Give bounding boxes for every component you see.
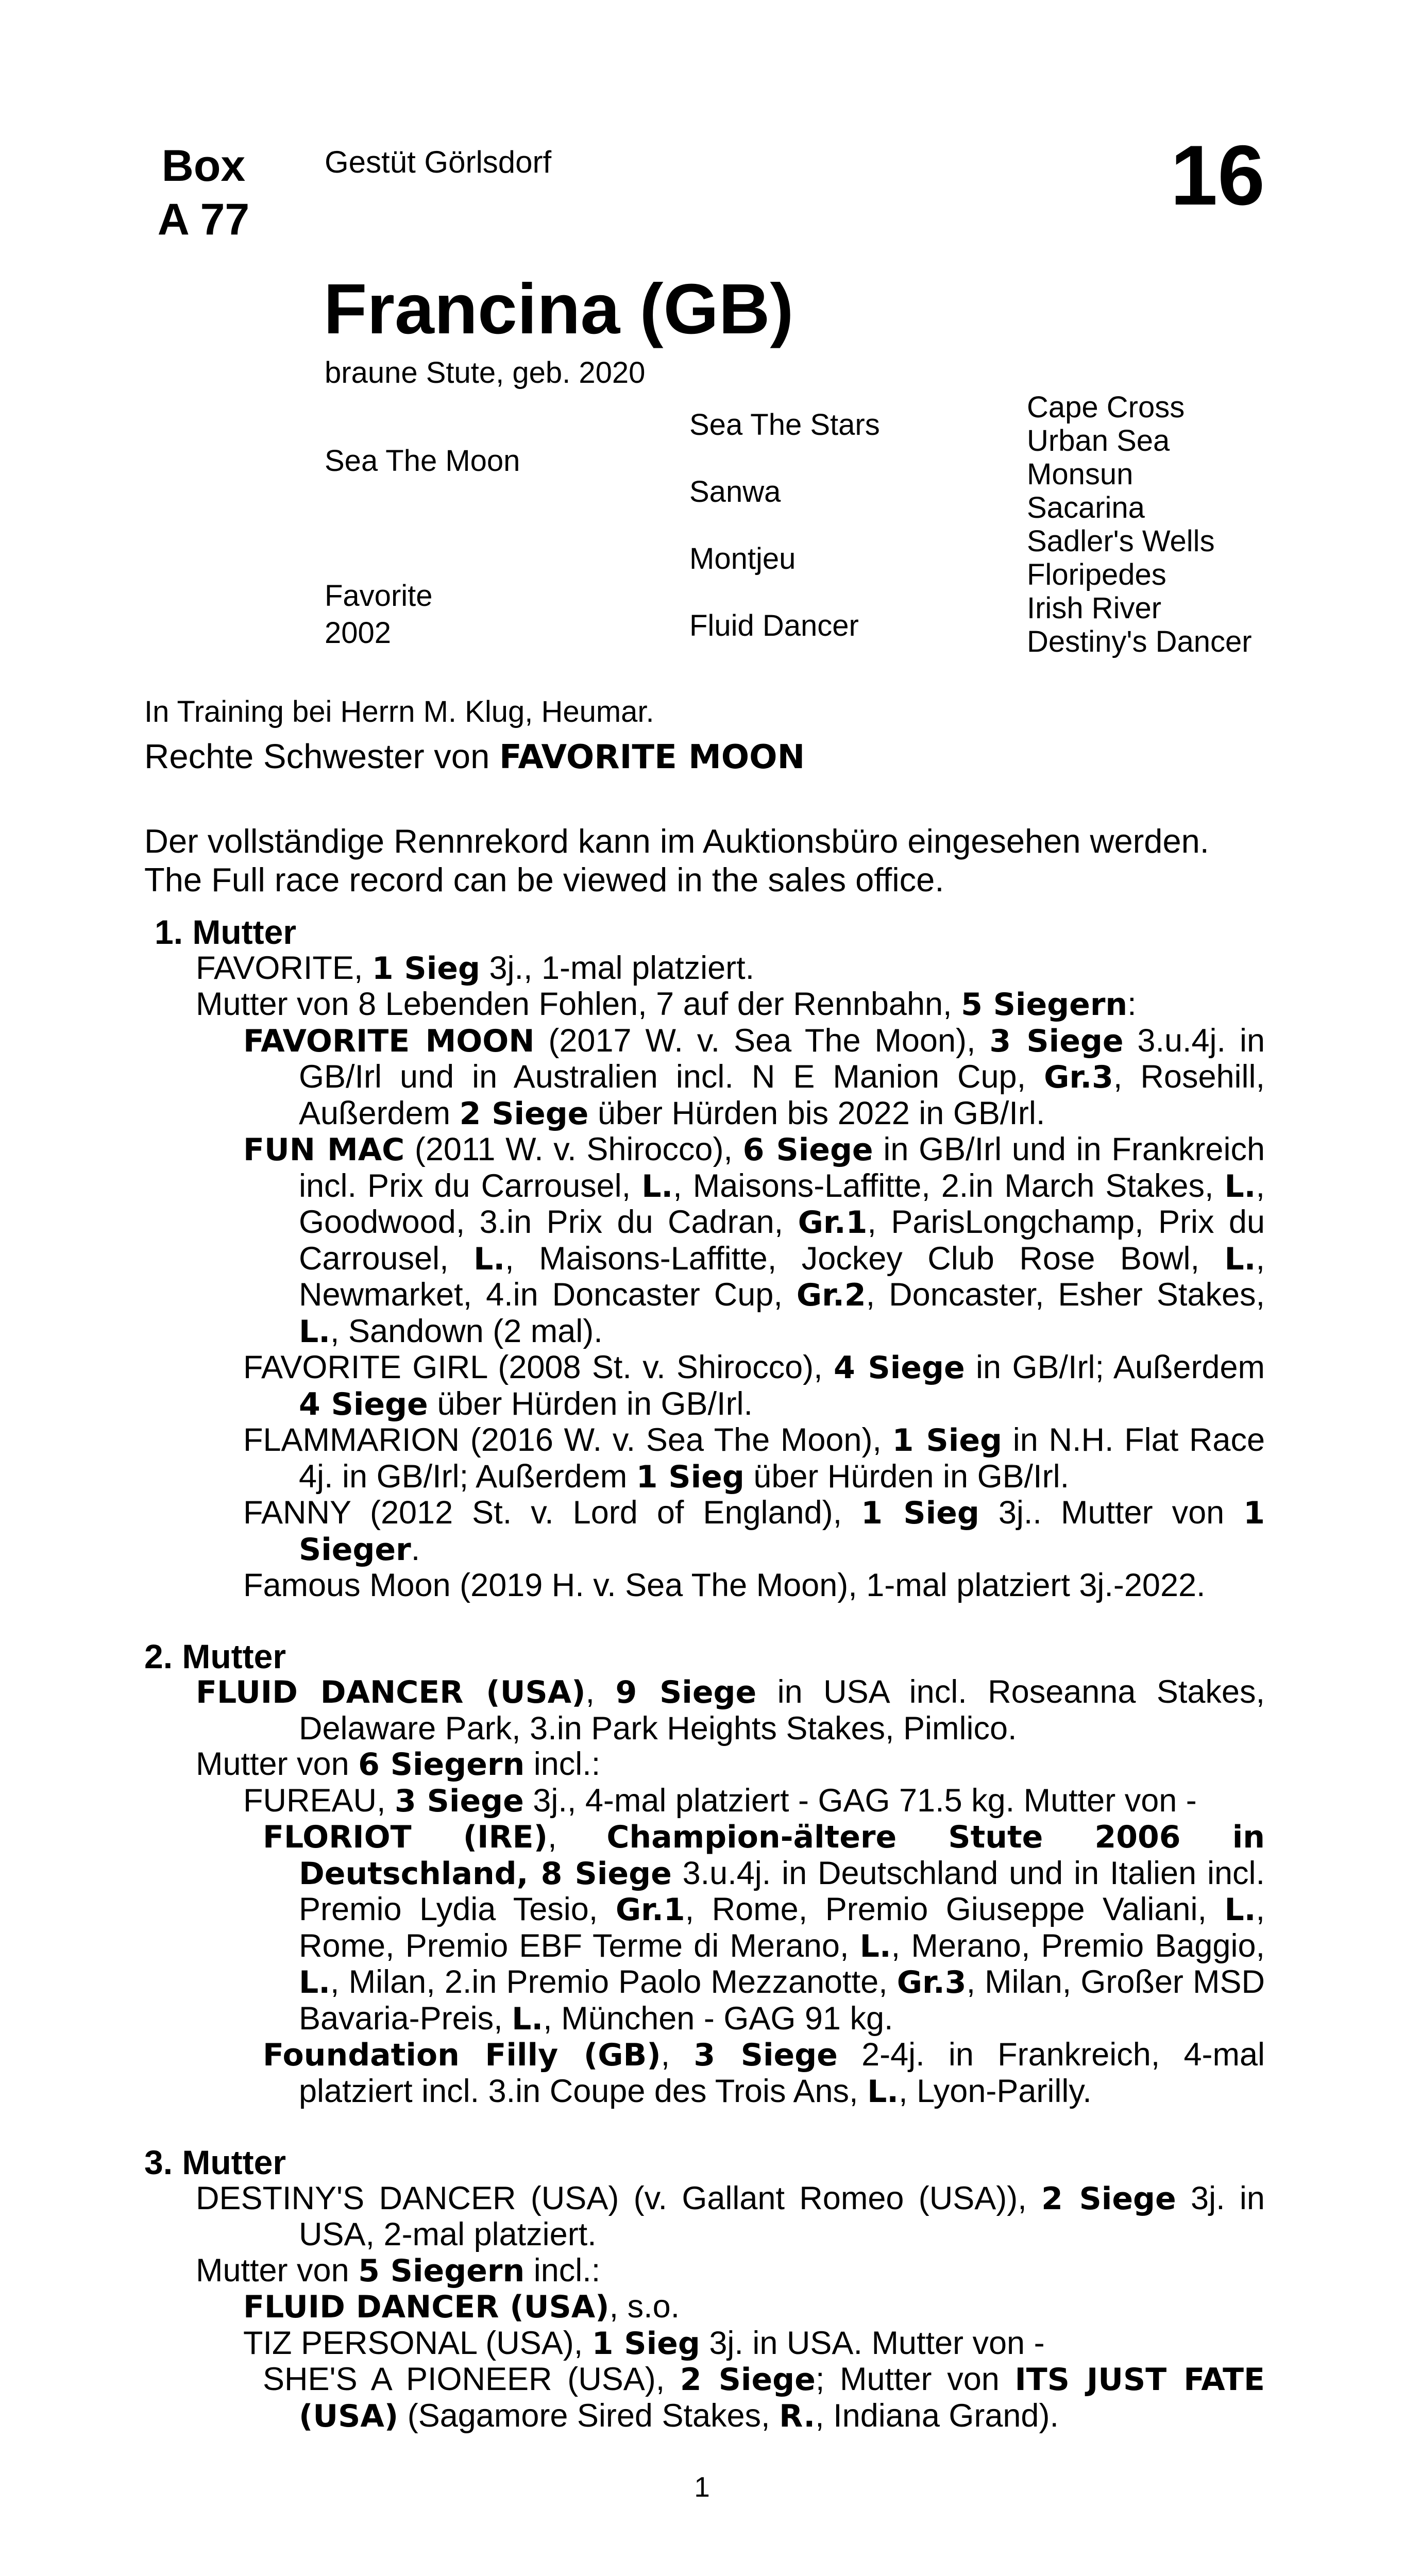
stud-name: Gestüt Görlsdorf <box>325 145 552 179</box>
horse-name: Francina (GB) <box>324 269 794 349</box>
bold-highlight: 1 Sieg <box>371 950 480 987</box>
text-run: in GB/Irl und in Frankreich incl. Prix du Carrousel, <box>299 1131 1265 1204</box>
text-run: , <box>585 1674 616 1710</box>
text-run: incl.: <box>525 2252 601 2289</box>
race-record-german: Der vollständige Rennrekord kann im Auktionsbüro eingesehen werden. <box>144 822 1209 860</box>
pedigree-ancestor: Floripedes <box>1027 558 1166 591</box>
text-run: Mutter von <box>196 2252 359 2289</box>
progeny-entry <box>144 1568 1265 1604</box>
text-run: 3.u.4j. in GB/Irl und in Australien incl. N E Manion Cup, <box>299 1022 1265 1095</box>
bold-highlight: FLORIOT (IRE) <box>263 1819 548 1855</box>
text-run: über Hürden in GB/Irl. <box>744 1458 1070 1495</box>
text-run: in N.H. Flat Race 4j. in GB/Irl; Außerdem <box>299 1422 1265 1495</box>
box-number: A 77 <box>157 195 250 244</box>
bold-highlight: 2 Siege <box>680 2362 816 2398</box>
bold-highlight: L. <box>859 1928 891 1964</box>
text-run: 3j., 4-mal platziert - GAG 71.5 kg. Mutter von - <box>523 1782 1197 1819</box>
text-run: 3j. in USA. Mutter von - <box>700 2325 1045 2361</box>
text-run: 3.u.4j. in Deutschland und in Italien incl. Premio Lydia Tesio, <box>299 1855 1265 1927</box>
lot-number: 16 <box>1170 128 1265 223</box>
bold-highlight: 4 Siege <box>834 1350 965 1386</box>
text-run: , s.o. <box>609 2289 680 2325</box>
text-run: , München - GAG 91 kg. <box>543 2000 893 2037</box>
training-note: In Training bei Herrn M. Klug, Heumar. <box>144 695 654 728</box>
text-run: , Milan, 2.in Premio Paolo Mezzanotte, <box>330 1964 897 2000</box>
progeny-entry <box>144 2326 1265 2362</box>
bold-highlight: L. <box>867 2073 899 2110</box>
bold-highlight: Foundation Filly (GB) <box>263 2037 661 2073</box>
text-run: FANNY (2012 St. v. Lord of England), <box>243 1495 861 1531</box>
text-run: (2017 W. v. Sea The Moon), <box>534 1022 990 1059</box>
bold-highlight: 4 Siege <box>299 1386 428 1422</box>
text-run: FAVORITE GIRL (2008 St. v. Shirocco), <box>243 1349 834 1385</box>
bold-highlight: 5 Siegern <box>961 987 1128 1023</box>
text-run: in USA incl. Roseanna Stakes, Delaware Park, 3.in Park Heights Stakes, Pimlico. <box>299 1674 1265 1747</box>
bold-highlight: 6 Siegern <box>358 1747 525 1783</box>
bold-highlight: Gr.2 <box>796 1277 866 1313</box>
text-run: , Maisons-Laffitte, Jockey Club Rose Bowl, <box>505 1240 1225 1277</box>
progeny-entry <box>144 1023 1265 1132</box>
text-run: , <box>548 1819 607 1855</box>
box-title: Box <box>161 141 246 191</box>
bold-highlight: FLUID DANCER (USA) <box>196 1674 586 1710</box>
pedigree-dam-sire: Montjeu <box>689 542 796 575</box>
text-run: über Hürden in GB/Irl. <box>428 1385 753 1422</box>
pedigree-sire: Sea The Moon <box>325 444 520 478</box>
dam-entry <box>144 951 1265 987</box>
progeny-entry <box>144 1350 1265 1422</box>
bold-highlight: 6 Siege <box>742 1132 873 1168</box>
progeny-entry <box>144 2289 1265 2326</box>
section-heading: 3. Mutter <box>144 2143 286 2181</box>
pedigree-ancestor: Irish River <box>1027 591 1162 625</box>
text-run: 3j., 1-mal platziert. <box>480 950 755 986</box>
bold-highlight: L. <box>299 1964 331 2001</box>
race-record-note <box>144 822 1209 899</box>
text-run: 3j. in USA, 2-mal platziert. <box>299 2180 1265 2252</box>
pedigree-sire-dam: Sanwa <box>689 475 781 509</box>
bold-highlight: L. <box>1224 1892 1256 1928</box>
family-section <box>144 914 1265 2434</box>
text-run: 3j.. Mutter von <box>979 1495 1244 1531</box>
text-run: über Hürden bis 2022 in GB/Irl. <box>588 1095 1045 1131</box>
pedigree-ancestor: Urban Sea <box>1027 424 1170 457</box>
text-run: 2-4j. in Frankreich, 4-mal platziert incl. 3.in Coupe des Trois Ans, <box>299 2037 1265 2109</box>
text-run: DESTINY'S DANCER (USA) (v. Gallant Romeo (USA)), <box>196 2180 1042 2216</box>
bold-highlight: FAVORITE MOON <box>243 1023 535 1059</box>
text-run: , Rosehill, Außerdem <box>299 1059 1265 1131</box>
dam-entry <box>144 2253 1265 2290</box>
horse-description: braune Stute, geb. 2020 <box>325 356 646 389</box>
bold-highlight: 1 Sieg <box>892 1422 1002 1459</box>
dam-entry <box>144 1674 1265 1747</box>
text-run: , ParisLongchamp, Prix du Carrousel, <box>299 1204 1265 1277</box>
pedigree-ancestor: Cape Cross <box>1027 391 1185 424</box>
page-number: 1 <box>694 2471 710 2503</box>
pedigree-sire-sire: Sea The Stars <box>689 408 880 442</box>
text-run: , Rome, Premio Giuseppe Valiani, <box>685 1891 1225 1927</box>
bold-highlight: R. <box>779 2398 816 2434</box>
bold-highlight: FUN MAC <box>243 1132 405 1168</box>
bold-highlight: 3 Siege <box>989 1023 1124 1059</box>
text-run: : <box>1127 986 1137 1022</box>
text-run: (Sagamore Sired Stakes, <box>398 2397 780 2434</box>
dam-entry <box>144 987 1265 1023</box>
text-run: ; Mutter von <box>815 2361 1015 2397</box>
text-run: , Maisons-Laffitte, 2.in March Stakes, <box>673 1167 1225 1204</box>
bold-highlight: L. <box>512 2001 544 2037</box>
progeny-entry <box>144 1495 1265 1568</box>
pedigree-third-generation <box>1027 391 1252 658</box>
section-heading: 2. Mutter <box>144 1637 286 1675</box>
box-label <box>144 139 263 246</box>
bold-highlight: 1 Sieg <box>861 1495 979 1531</box>
sister-prefix: Rechte Schwester von <box>144 737 499 776</box>
text-run: , Newmarket, 4.in Doncaster Cup, <box>299 1240 1265 1313</box>
text-run: , Rome, Premio EBF Terme di Merano, <box>299 1891 1265 1964</box>
text-run: in GB/Irl; Außerdem <box>965 1349 1265 1385</box>
section-heading: 1. Mutter <box>155 913 297 951</box>
sister-name: FAVORITE MOON <box>499 738 805 776</box>
bold-highlight: Gr.1 <box>798 1205 868 1241</box>
race-record-english: The Full race record can be viewed in the sales office. <box>144 861 944 899</box>
bold-highlight: L. <box>641 1168 673 1205</box>
text-run: , Merano, Premio Baggio, <box>891 1927 1265 1964</box>
pedigree-ancestor: Monsun <box>1027 457 1134 491</box>
text-run: , Doncaster, Esher Stakes, <box>866 1277 1265 1313</box>
bold-highlight: Gr.3 <box>896 1964 967 2001</box>
bold-highlight: L. <box>1224 1168 1256 1205</box>
bold-highlight: 5 Siegern <box>358 2252 525 2289</box>
text-run: (2011 W. v. Shirocco), <box>404 1131 743 1167</box>
dam-entry <box>144 1747 1265 1783</box>
text-run: Mutter von 8 Lebenden Fohlen, 7 auf der Rennbahn, <box>196 986 961 1022</box>
bold-highlight: 1 Sieg <box>591 2325 700 2362</box>
pedigree-dam: Favorite <box>325 579 433 613</box>
bold-highlight: 2 Siege <box>1041 2180 1176 2217</box>
bold-highlight: 1 Sieg <box>636 1459 745 1495</box>
text-run: , Sandown (2 mal). <box>330 1313 603 1349</box>
bold-highlight: Gr.3 <box>1044 1059 1113 1095</box>
text-run: TIZ PERSONAL (USA), <box>243 2325 592 2361</box>
pedigree-ancestor: Destiny's Dancer <box>1027 625 1252 658</box>
progeny-entry <box>144 1783 1265 1820</box>
sister-note <box>144 737 805 776</box>
text-run: Mutter von <box>196 1746 359 1782</box>
progeny-entry <box>144 1422 1265 1495</box>
bold-highlight: L. <box>299 1313 331 1350</box>
grand-progeny-entry <box>144 2362 1265 2434</box>
pedigree-ancestor: Sadler's Wells <box>1027 524 1215 558</box>
bold-highlight: L. <box>473 1241 505 1277</box>
text-run: , Milan, Großer MSD Bavaria-Preis, <box>299 1964 1265 2037</box>
bold-highlight: L. <box>1224 1241 1256 1277</box>
text-run: , Indiana Grand). <box>815 2397 1059 2434</box>
bold-highlight: 9 Siege <box>615 1674 757 1710</box>
bold-highlight: 2 Siege <box>459 1095 589 1132</box>
pedigree-dam-year: 2002 <box>325 616 392 650</box>
dam-entry <box>144 2181 1265 2253</box>
text-run: Famous Moon (2019 H. v. Sea The Moon), 1-mal platziert 3j.-2022. <box>243 1567 1206 1603</box>
text-run: , Goodwood, 3.in Prix du Cadran, <box>299 1167 1265 1240</box>
text-run: FAVORITE, <box>196 950 372 986</box>
grand-progeny-entry <box>144 2037 1265 2110</box>
bold-highlight: FLUID DANCER (USA) <box>243 2289 610 2325</box>
text-run: incl.: <box>525 1746 601 1782</box>
text-run: FLAMMARION (2016 W. v. Sea The Moon), <box>243 1422 892 1458</box>
bold-highlight: Gr.1 <box>615 1892 685 1928</box>
text-run: SHE'S A PIONEER (USA), <box>263 2361 680 2397</box>
text-run: FUREAU, <box>243 1782 395 1819</box>
pedigree-dam-dam: Fluid Dancer <box>689 609 859 642</box>
text-run: , <box>661 2037 694 2073</box>
bold-highlight: 1 Sieger <box>299 1495 1265 1568</box>
grand-progeny-entry <box>144 1819 1265 2037</box>
bold-highlight: ITS JUST FATE (USA) <box>299 2362 1265 2434</box>
text-run: , Lyon-Parilly. <box>899 2073 1092 2109</box>
bold-highlight: Champion-ältere Stute 2006 in Deutschland, 8 Siege <box>299 1819 1265 1892</box>
progeny-entry <box>144 1132 1265 1350</box>
text-run: . <box>411 1531 420 1567</box>
bold-highlight: 3 Siege <box>693 2037 838 2073</box>
bold-highlight: 3 Siege <box>395 1783 524 1819</box>
pedigree-ancestor: Sacarina <box>1027 491 1145 524</box>
